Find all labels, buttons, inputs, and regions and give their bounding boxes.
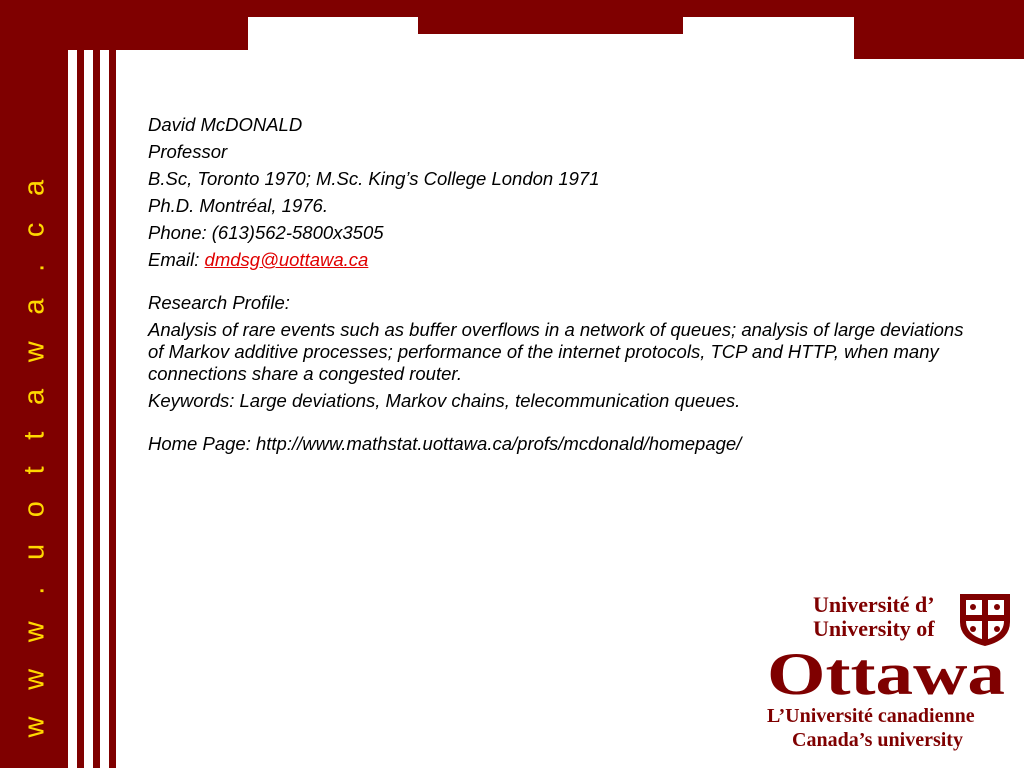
profile-phone: Phone: (613)562-5800x3505: [148, 222, 384, 243]
profile-phd: Ph.D. Montréal, 1976.: [148, 195, 328, 216]
profile-title: Professor: [148, 141, 228, 162]
vertical-stripe: [93, 50, 100, 768]
homepage: Home Page: http://www.mathstat.uottawa.ca/profs/mcdonald/homepage/: [148, 433, 742, 454]
profile-name: David McDONALD: [148, 114, 303, 135]
research-heading: Research Profile:: [148, 292, 290, 313]
profile-email-row: [148, 249, 968, 271]
keywords: Keywords: Large deviations, Markov chains, telecommunication queues.: [148, 390, 741, 411]
top-band: [68, 0, 1024, 17]
vertical-stripe: [109, 50, 116, 768]
crest-icon: [960, 594, 1010, 646]
sidebar-url-text: w w w . u o t t a w a . c a: [18, 170, 51, 738]
logo-line-2: University of: [813, 616, 935, 641]
profile-content: [148, 114, 968, 460]
profile-degrees: B.Sc, Toronto 1970; M.Sc. King’s College London 1971: [148, 168, 600, 189]
top-block: [68, 17, 248, 50]
top-block: [418, 17, 683, 34]
top-block: [854, 17, 1024, 59]
university-logo: [765, 586, 1015, 756]
email-label: Email:: [148, 249, 205, 270]
email-link[interactable]: dmdsg@uottawa.ca: [204, 249, 369, 270]
logo-line-3: Ottawa: [767, 641, 1005, 707]
logo-line-4: L’Université canadienne: [767, 705, 975, 727]
logo-line-5: Canada’s university: [792, 729, 963, 751]
vertical-stripe: [77, 50, 84, 768]
research-text: Analysis of rare events such as buffer overflows in a network of queues; analysis of large deviations of Markov additive processes; performance of the internet protocols, TCP and HTTP, when many connections share a congested router.: [148, 319, 964, 384]
logo-line-1: Université d’: [813, 592, 935, 617]
